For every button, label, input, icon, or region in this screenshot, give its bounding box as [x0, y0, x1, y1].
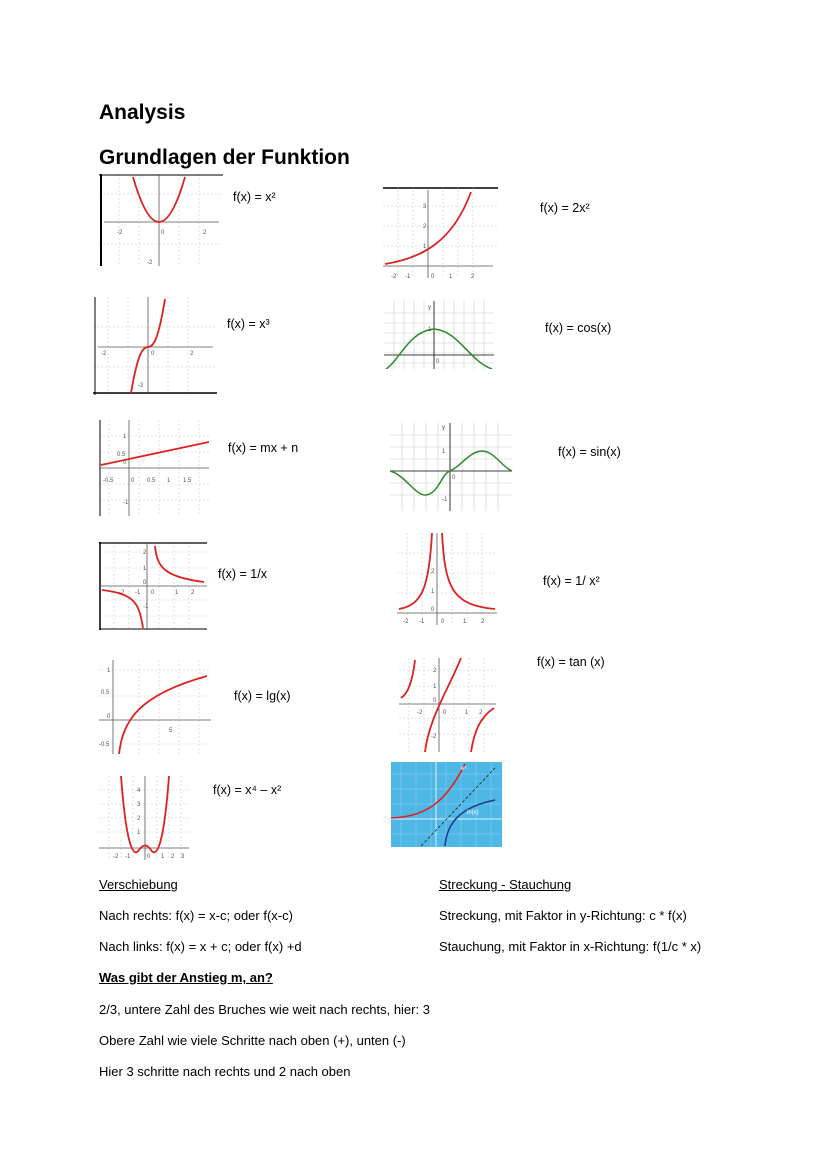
page-title: Analysis [99, 101, 186, 124]
label-sin: f(x) = sin(x) [558, 445, 621, 459]
svg-text:1: 1 [428, 327, 432, 333]
stretch-y: Streckung, mit Faktor in y-Richtung: c * f(x) [439, 908, 687, 923]
svg-text:2: 2 [431, 569, 435, 575]
svg-text:2: 2 [171, 854, 175, 860]
svg-text:1: 1 [123, 434, 127, 440]
svg-text:2: 2 [423, 224, 427, 230]
stretch-x: Stauchung, mit Faktor in x-Richtung: f(1/c * x) [439, 939, 702, 954]
svg-text:-2: -2 [138, 383, 144, 389]
svg-text:0: 0 [123, 460, 127, 466]
graph-log [99, 660, 211, 754]
svg-text:1: 1 [167, 478, 171, 484]
label-quartic: f(x) = x⁴ – x² [213, 783, 282, 797]
svg-text:-2: -2 [417, 710, 423, 716]
graph-x-squared [99, 174, 223, 266]
svg-text:2: 2 [190, 351, 194, 357]
label-linear: f(x) = mx + n [228, 441, 299, 455]
svg-text:2: 2 [203, 230, 207, 236]
svg-text:1: 1 [161, 854, 165, 860]
svg-text:-2: -2 [431, 734, 437, 740]
section-title: Grundlagen der Funktion [99, 146, 350, 169]
svg-text:0.5: 0.5 [147, 478, 156, 484]
svg-text:1: 1 [423, 244, 427, 250]
slope-line-3: Hier 3 schritte nach rechts und 2 nach oben [99, 1064, 351, 1079]
svg-text:1: 1 [431, 589, 435, 595]
svg-text:-1: -1 [123, 500, 129, 506]
svg-text:1: 1 [442, 449, 446, 455]
shift-right: Nach rechts: f(x) = x-c; oder f(x-c) [99, 908, 293, 923]
svg-text:3: 3 [181, 854, 185, 860]
svg-text:y: y [428, 305, 431, 311]
svg-text:y: y [442, 425, 445, 431]
label-2x-squared: f(x) = 2x² [540, 201, 590, 215]
label-cos: f(x) = cos(x) [545, 321, 612, 335]
graph-exp-ln [391, 762, 502, 847]
label-tan: f(x) = tan (x) [537, 655, 605, 669]
svg-text:0: 0 [161, 230, 165, 236]
svg-text:eˣ: eˣ [461, 766, 467, 772]
svg-text:3: 3 [423, 204, 427, 210]
svg-text:-2: -2 [101, 351, 107, 357]
svg-text:0: 0 [151, 590, 155, 596]
svg-text:0: 0 [436, 359, 440, 365]
graph-linear [99, 420, 209, 516]
label-reciprocal-squared: f(x) = 1/ x² [543, 574, 600, 588]
svg-text:-1: -1 [135, 590, 141, 596]
svg-text:1: 1 [107, 668, 111, 674]
svg-text:2: 2 [479, 710, 483, 716]
svg-text:2: 2 [471, 274, 475, 280]
svg-text:1: 1 [465, 710, 469, 716]
svg-text:2: 2 [143, 550, 147, 556]
label-log: f(x) = lg(x) [234, 689, 291, 703]
svg-text:0: 0 [441, 619, 445, 625]
slope-heading: Was gibt der Anstieg m, an? [99, 970, 273, 985]
svg-text:-2: -2 [119, 590, 125, 596]
svg-text:0.5: 0.5 [117, 452, 126, 458]
svg-text:3: 3 [137, 802, 141, 808]
label-reciprocal: f(x) = 1/x [218, 567, 267, 581]
slope-line-1: 2/3, untere Zahl des Bruches wie weit nach rechts, hier: 3 [99, 1002, 430, 1017]
svg-text:1: 1 [143, 566, 147, 572]
svg-text:1: 1 [449, 274, 453, 280]
svg-text:0: 0 [443, 710, 447, 716]
svg-text:2: 2 [137, 816, 141, 822]
svg-text:2: 2 [481, 619, 485, 625]
graph-2x-squared [383, 186, 498, 282]
svg-text:-1: -1 [442, 497, 448, 503]
stretch-heading: Streckung - Stauchung [439, 877, 572, 892]
graph-tan [399, 658, 496, 752]
svg-text:0: 0 [131, 478, 135, 484]
svg-text:0: 0 [452, 475, 456, 481]
svg-text:-2: -2 [403, 619, 409, 625]
graph-reciprocal-squared [397, 533, 497, 625]
svg-text:-1: -1 [125, 854, 131, 860]
svg-text:1: 1 [433, 684, 437, 690]
slope-line-2: Obere Zahl wie viele Schritte nach oben (+), unten (-) [99, 1033, 406, 1048]
svg-text:5: 5 [169, 728, 173, 734]
svg-text:0: 0 [143, 580, 147, 586]
svg-text:0: 0 [107, 714, 111, 720]
graph-cos [384, 301, 494, 369]
graph-reciprocal [99, 542, 207, 630]
svg-text:-1: -1 [419, 619, 425, 625]
svg-text:-0.5: -0.5 [103, 478, 114, 484]
label-x-squared: f(x) = x² [233, 190, 276, 204]
svg-text:-0.5: -0.5 [99, 742, 110, 748]
svg-text:0: 0 [433, 698, 437, 704]
svg-text:0: 0 [151, 351, 155, 357]
svg-text:1: 1 [137, 830, 141, 836]
svg-text:1: 1 [463, 619, 467, 625]
svg-text:ln(x): ln(x) [467, 810, 479, 816]
svg-text:1.5: 1.5 [183, 478, 192, 484]
svg-text:0.5: 0.5 [101, 690, 110, 696]
svg-text:-2: -2 [117, 230, 123, 236]
svg-text:-2: -2 [391, 274, 397, 280]
svg-text:-2: -2 [147, 260, 153, 266]
shift-heading: Verschiebung [99, 877, 178, 892]
svg-text:0: 0 [147, 854, 151, 860]
svg-text:0: 0 [431, 274, 435, 280]
svg-text:4: 4 [137, 788, 141, 794]
svg-text:2: 2 [191, 590, 195, 596]
graph-x-cubed [93, 297, 217, 395]
svg-text:2: 2 [433, 668, 437, 674]
svg-text:0: 0 [431, 607, 435, 613]
svg-text:-1: -1 [405, 274, 411, 280]
svg-text:1: 1 [175, 590, 179, 596]
svg-text:-2: -2 [113, 854, 119, 860]
svg-text:-1: -1 [143, 604, 149, 610]
graph-quartic [99, 776, 189, 860]
label-x-cubed: f(x) = x³ [227, 317, 270, 331]
graph-sin [390, 423, 512, 511]
shift-left: Nach links: f(x) = x + c; oder f(x) +d [99, 939, 302, 954]
